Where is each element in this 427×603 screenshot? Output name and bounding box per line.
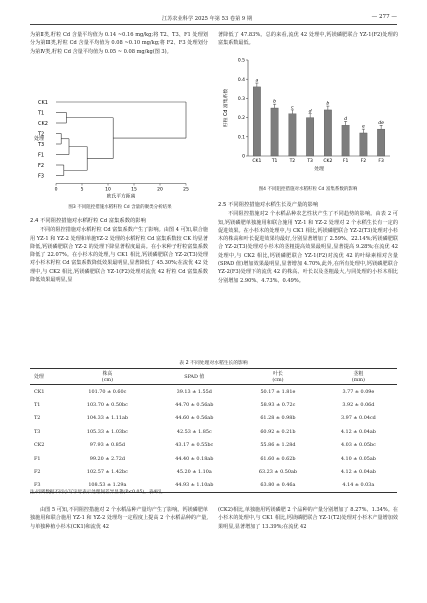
- x-tick-label: T2: [289, 159, 296, 164]
- y-axis-label: 籽粒 Cd 富集系数: [224, 88, 229, 128]
- section-2-5: [218, 198, 398, 285]
- bar: [360, 133, 367, 156]
- bar: [324, 110, 331, 156]
- left-top-paragraph: 为第Ⅱ类,籽粒 Cd 含量平均值为 0.14 ~0.16 mg/kg;将 T2、T3、F1 处理划分为第Ⅲ类,籽粒 Cd 含量平均值为 0.08 ~0.10 mg/kg;将 F2、F3 处理划分为第Ⅳ类,籽粒 Cd 含量平均值为 0.05 ~ 0.08 mg/kg(图 3)。: [30, 32, 208, 55]
- table-row: [30, 439, 397, 452]
- bar: [271, 108, 278, 156]
- fig4-caption: 图4 不同阻控措施对水稻籽粒 Cd 富集系数的影响: [258, 187, 358, 192]
- bar: [253, 87, 260, 156]
- page-number: — 277 —: [371, 14, 397, 20]
- x-axis-label: 处理: [314, 167, 324, 172]
- table-cell: 58.93 ± 0.72c: [260, 402, 296, 409]
- table-cell: 99.20 ± 2.72d: [89, 455, 125, 462]
- bar-significance-label: b: [273, 99, 277, 105]
- bar: [342, 125, 349, 156]
- table-cell: 61.28 ± 0.98b: [260, 415, 296, 422]
- dendrogram-leaf-label: T3: [38, 141, 45, 148]
- bar-significance-label: d: [308, 109, 312, 115]
- table-cell: 60.92 ± 0.21b: [260, 428, 296, 435]
- table-row: [30, 425, 397, 438]
- dendrogram-leaf-label: T1: [38, 110, 45, 117]
- table-cell: 4.14 ± 0.03a: [320, 479, 397, 493]
- table-cell: CK1: [34, 388, 45, 395]
- bottom-left-paragraph: 由图 5 可知,不同阻控措施对 2 个水稻品种产量均产生了影响。钙镁磷肥单独施用和联合施用 YZ-1 和 YZ-2 处理均一定程度上提高 2 个水稻品种的产量,与单独种植小杉木(CK1)和流优 42: [30, 507, 208, 530]
- dendrogram-leaf-label: CK2: [38, 120, 48, 127]
- section-2-5-heading: 2.5 不同阻控措施对水稻生长及产量的影响: [218, 202, 319, 208]
- bar: [306, 118, 313, 156]
- x-tick-label: F1: [342, 159, 349, 164]
- table-cell: 3.97 ± 0.04cd: [340, 415, 376, 422]
- table-cell: 4.12 ± 0.04ab: [340, 428, 376, 435]
- table-cell: 63.80 ± 0.46a: [236, 479, 320, 493]
- dendrogram-leaf-label: F2: [38, 162, 45, 169]
- table-row: [30, 465, 397, 478]
- table-header-cell: 茎粗 (mm): [320, 369, 397, 385]
- table-cell: 103.70 ± 0.50bc: [86, 402, 128, 409]
- table-cell: 101.70 ± 0.60c: [88, 388, 127, 395]
- right-top-paragraph: 著降低了 47.83%。总的来看,流优 42 处理中,钙镁磷肥联合 YZ-1(F2)处理的富集系数最低。: [218, 32, 398, 47]
- dendrogram-leaf-label: CK1: [38, 99, 48, 106]
- table-cell: 63.23 ± 0.50ab: [258, 469, 298, 476]
- bar-significance-label: b: [326, 101, 330, 107]
- x-tick-label: F2: [360, 159, 367, 164]
- table-cell: F2: [34, 469, 41, 476]
- bar-significance-label: c: [291, 105, 294, 111]
- bottom-left-text: [30, 506, 208, 531]
- table-cell: 4.12 ± 0.04ab: [340, 469, 376, 476]
- table-cell: 105.33 ± 1.03bc: [86, 428, 128, 435]
- section-2-5-paragraph: 不同阻控措施对2 个水稻品种农艺性状产生了不同趋势的影响。由表 2 可知,钙镁磷肥单独施用和联合施用 YZ-1 和 YZ-2 处理对 2 个水稻生长有一定的促进效果。在小杉木的处理中,与 CK1 相比,钙镁磷肥联合 YZ-2(T3)处理对小杉木的株高和叶长促进效果均最好,分别显著增加了 2.59%、22.14%;钙镁磷肥联合 YZ-2(T3)处理对小杉木的茎粗提高效果最明显,显著提高 9.28%;在流优 42 处理中,与 CK2 相比,钙镁磷肥联合 YZ-1(F2)对流优 42 的叶绿素相对含量(SPAD 值)增加效果最明显,显著增加 4.70%,此外,在所有处理中,钙镁磷肥联合 YZ-2(F3)处理下的流优 42 的株高、叶长以及茎粗最大,与同处理的小杉木相比分别增加 2.90%、4.73%、0.49%。: [218, 211, 398, 284]
- section-2-4-heading: 2.4 不同阻控措施对水稻籽粒 Cd 富集系数的影响: [30, 218, 146, 224]
- dendrogram-plot: [34, 100, 189, 200]
- table-cell: 97.93 ± 0.85d: [89, 442, 125, 449]
- table-cell: 61.60 ± 0.62b: [260, 455, 296, 462]
- table-header-row: [30, 369, 397, 385]
- y-tick-label: 0.4: [237, 77, 245, 83]
- table-cell: 44.93 ± 1.10ab: [152, 479, 236, 493]
- table-header-cell: 株高 (cm): [62, 369, 152, 385]
- table-row: [30, 412, 397, 425]
- journal-name: 江苏农业科学 2025 年第 53 卷第 9 期: [162, 16, 253, 22]
- left-top-text-block: [30, 31, 208, 56]
- right-top-text-block: [218, 31, 398, 48]
- table-cell: 50.17 ± 1.81e: [260, 388, 296, 395]
- fig3-caption: 图3 不同阻控措施水稻籽粒 Cd 含量的聚类分析结果: [68, 205, 172, 210]
- table-cell: F3: [30, 479, 62, 493]
- table-note: 注:同列数据不同小写字母表示处理间差异显著(P<0.05)。表4同。: [30, 490, 166, 495]
- y-tick-label: 0.3: [237, 97, 245, 102]
- table-cell: 3.77 ± 0.09e: [342, 388, 375, 395]
- dendrogram-y-title: 处理: [34, 136, 45, 142]
- table-cell: 42.53 ± 1.85c: [176, 428, 212, 435]
- table-cell: 44.70 ± 0.56ab: [175, 402, 214, 409]
- x-tick-label: CK2: [323, 159, 333, 164]
- x-tick-label: F3: [378, 159, 384, 164]
- bar-chart-figure: [218, 52, 398, 184]
- table-cell: 44.60 ± 0.56ab: [175, 415, 214, 422]
- table-cell: 55.86 ± 1.28d: [260, 442, 296, 449]
- table-body: [30, 385, 397, 493]
- table-cell: T1: [34, 402, 41, 409]
- table-cell: 45.20 ± 1.10a: [176, 469, 212, 476]
- table-cell: T2: [34, 415, 41, 422]
- table-cell: 44.40 ± 0.18ab: [175, 455, 214, 462]
- bar: [289, 114, 296, 156]
- y-tick-label: 0.2: [237, 116, 245, 122]
- bar-significance-label: e: [361, 124, 365, 130]
- table-cell: 108.53 ± 1.29a: [62, 479, 152, 493]
- table-cell: 4.03 ± 0.05bc: [340, 442, 376, 449]
- table-cell: 4.10 ± 0.05ab: [340, 455, 376, 462]
- table-row: [30, 452, 397, 465]
- bar-significance-label: d: [344, 116, 348, 122]
- table-cell: 43.17 ± 0.55bc: [175, 442, 214, 449]
- table-header-cell: 处理: [30, 369, 62, 385]
- bar-significance-label: de: [378, 120, 384, 126]
- y-tick-label: 0: [242, 154, 245, 160]
- bar: [377, 129, 384, 156]
- bottom-right-paragraph: (CK2)相比,单独施用钙镁磷肥 2 个品种的产量分别增加了 8.27%、1.34%。在小杉木的处理中,与 CK1 相比,钙镁磷肥联合 YZ-1(T2)处理对小杉木产量增加效果明显,显著增加了 13.39%;在流优 42: [218, 507, 398, 530]
- dendrogram-tick-label: 5: [80, 187, 84, 193]
- y-tick-label: 0.1: [237, 135, 245, 141]
- table-cell: T3: [34, 428, 41, 435]
- dendrogram-tick-label: 15: [131, 187, 137, 193]
- y-tick-label: 0.5: [237, 58, 245, 64]
- bar-significance-label: a: [255, 78, 259, 84]
- table-cell: 3.92 ± 0.06d: [342, 402, 375, 409]
- table-cell: F1: [34, 455, 41, 462]
- dendrogram-axis-title: 欧氏平方距离: [106, 194, 136, 200]
- table-row: [30, 398, 397, 411]
- table-header-cell: SPAD 值: [152, 369, 236, 385]
- dendrogram-tick-label: 10: [105, 187, 111, 193]
- dendrogram-tick-label: 20: [157, 187, 163, 193]
- dendrogram-leaf-label: T2: [38, 131, 45, 138]
- table-cell: 39.13 ± 1.55d: [176, 388, 212, 395]
- bottom-right-text: [218, 506, 398, 531]
- table-cell: CK2: [34, 442, 45, 449]
- table-header-cell: 叶长 (cm): [236, 369, 320, 385]
- x-tick-label: T3: [307, 159, 313, 164]
- table-cell: 102.57 ± 1.42bc: [86, 469, 128, 476]
- dendrogram-leaf-label: F1: [38, 152, 45, 159]
- growth-table: [30, 368, 397, 493]
- dendrogram-tick-label: 0: [54, 187, 58, 193]
- section-2-4-paragraph: 不同的阻控措施对水稻籽粒 Cd 富集系数产生了影响。由图 4 可知,联合施用 YZ-1 和 YZ-2 处理和单施YZ-2 处理的水稻籽粒 Cd 富集系数较 CK 均显著降低,钙镁磷肥联合 YZ-2 的处理下降显著程度最高。在小米种子籽粒富集系数降低了 22.07%。在小杉木的处理,与 CK1 相比,钙镁磷肥联合 YZ-2(T3)处理对小杉木籽粒 Cd 富集系数降低效果最明显,显著降低了 45.30%;在流优 42 处理中,与 CK2 相比,钙镁磷肥联合 YZ-1(F2)处理对流优 42 籽粒 Cd 富集系数降低效果最明显,显: [30, 227, 208, 284]
- page-header: [30, 14, 397, 25]
- dendrogram-leaf-label: F3: [38, 173, 45, 180]
- section-2-4: [30, 214, 208, 284]
- table-cell: 104.33 ± 1.11ab: [86, 415, 129, 422]
- x-tick-label: CK1: [252, 159, 262, 164]
- table-row: [30, 385, 397, 399]
- x-tick-label: T1: [271, 159, 278, 164]
- bar-chart-plot: [222, 58, 390, 172]
- dendrogram-tick-label: 25: [183, 187, 189, 193]
- dendrogram-figure: [30, 92, 210, 202]
- table-title: 表 2 不同处理对水稻生长的影响: [179, 361, 248, 366]
